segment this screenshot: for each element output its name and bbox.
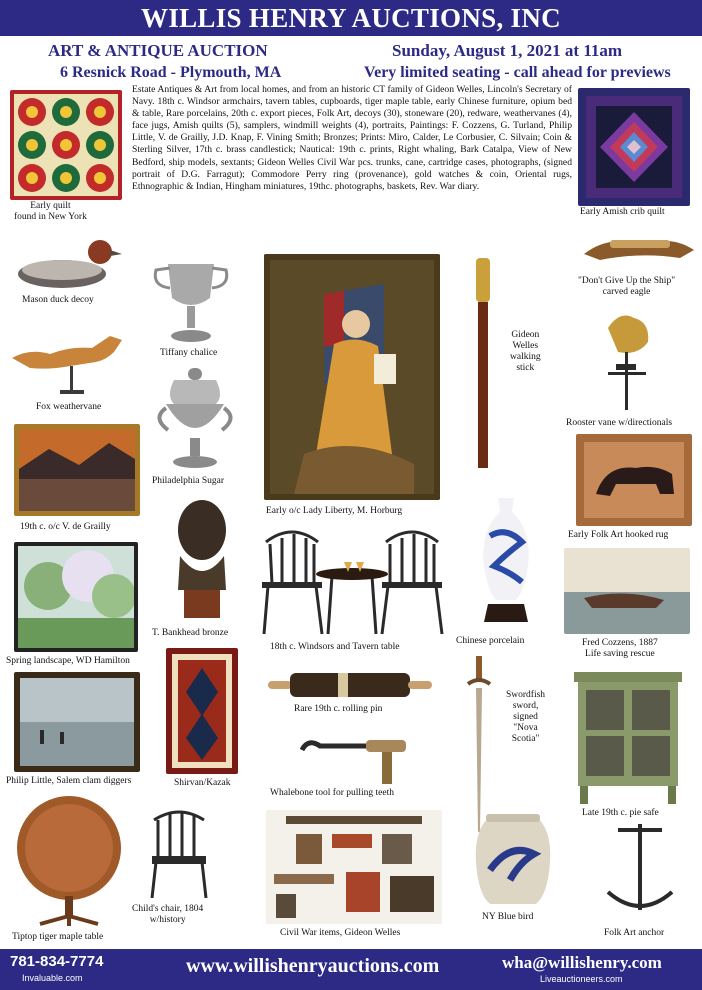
auction-description: Estate Antiques & Art from local homes, and from an historic CT family of Gideon Welles, Lincoln's Secretary of Navy. 18th c. Windsor armchairs, tavern tables, cupboards, tiger maple table, early Chinese furniture, opium bed & table, Rare porcelains, 20th c. export pieces, Folk Art, decoys (30), stoneware (20), redware, weathervanes (4), face jugs, Amish quilts (5), samplers, windmill weights (4), portraits, Paintings: F. Cozzens, G. Turland, Philip Little, V. de Grailly, J.D. Knap, F. Vining Smith; Bronzes; Prints: Miro, Calder, Le Corbusier, C. Silvain; Coin & Sterling Silver, 17th c. brass candlestick; Nautical: 19th c. prints, Right whaling, Bark Catalpa, View of New Bedford, ship models, sextants; Gideon Welles Civil War pcs. trunks, cane, cartridge cases, photographs, (signed portrait of D.G. Farragut); Commodore Perry ring (provenance), gold watches & coin, Oriental rugs, Ethnographic & Indian, Hingham miniatures, 19thc. photographs, baskets, Rev. War diary. (132, 84, 572, 192)
spring-landscape-caption: Spring landscape, WD Hamilton (6, 656, 130, 666)
eagle-photo (580, 228, 698, 268)
cozzens-caption: Fred Cozzens, 1887 Life saving rescue (582, 638, 658, 659)
pie-safe-photo (568, 672, 688, 804)
folk-art-anchor-caption: Folk Art anchor (604, 928, 665, 938)
chinese-porcelain-caption: Chinese porcelain (456, 636, 525, 646)
civil-war-items-caption: Civil War items, Gideon Welles (280, 928, 401, 938)
tiptop-table-photo (10, 796, 128, 926)
windsor-chairs-photo (252, 522, 452, 640)
swordfish-sword-caption: Swordfish sword, signed "Nova Scotia" (506, 690, 546, 744)
fox-weathervane-photo (10, 318, 134, 396)
tiptop-table-caption: Tiptop tiger maple table (12, 932, 104, 942)
eagle-caption: "Don't Give Up the Ship" carved eagle (578, 276, 676, 297)
sugar-bowl-caption: Philadelphia Sugar (152, 476, 225, 486)
footer-invaluable[interactable]: Invaluable.com (22, 973, 83, 983)
fox-weathervane-caption: Fox weathervane (36, 402, 102, 412)
chalice-photo (150, 258, 232, 346)
de-grailly-painting (14, 424, 140, 516)
philip-little-caption: Philip Little, Salem clam diggers (6, 776, 132, 786)
header-title: WILLIS HENRY AUCTIONS, INC (0, 0, 702, 36)
whalebone-tool-photo (300, 736, 416, 784)
civil-war-items-photo (266, 810, 442, 924)
footer-email[interactable]: wha@willishenry.com (502, 953, 662, 972)
swordfish-sword-photo (464, 656, 494, 832)
footer-liveauctioneers[interactable]: Liveauctioneers.com (540, 974, 623, 984)
chinese-porcelain-photo (476, 496, 536, 626)
amish-quilt-caption: Early Amish crib quilt (580, 207, 665, 217)
philip-little-painting (14, 672, 140, 772)
walking-stick-caption: Gideon Welles walking stick (510, 330, 541, 373)
blue-bird-crock-photo (470, 812, 556, 906)
cozzens-painting (564, 548, 690, 634)
event-date: Sunday, August 1, 2021 at 11am (392, 41, 623, 60)
duck-decoy-caption: Mason duck decoy (22, 295, 94, 305)
bankhead-bronze-photo (166, 496, 236, 620)
quilt-caption: Early quilt found in New York (14, 201, 87, 222)
lady-liberty-photo (264, 254, 440, 500)
chalice-caption: Tiffany chalice (160, 348, 218, 358)
footer-phone[interactable]: 781-834-7774 (10, 953, 104, 970)
sugar-bowl-photo (150, 368, 240, 472)
shirvan-rug-caption: Shirvan/Kazak (174, 778, 231, 788)
de-grailly-caption: 19th c. o/c V. de Grailly (20, 522, 111, 532)
rolling-pin-caption: Rare 19th c. rolling pin (294, 704, 383, 714)
hooked-rug-caption: Early Folk Art hooked rug (568, 530, 669, 540)
whalebone-tool-caption: Whalebone tool for pulling teeth (270, 788, 394, 798)
quilt-photo (10, 90, 122, 200)
duck-decoy-photo (12, 232, 124, 292)
childs-chair-caption: Child's chair, 1804 w/history (132, 904, 204, 925)
windsor-chairs-caption: 18th c. Windsors and Tavern table (270, 642, 400, 652)
shirvan-rug-photo (166, 648, 238, 774)
rooster-vane-caption: Rooster vane w/directionals (566, 418, 673, 428)
spring-landscape-painting (14, 542, 138, 652)
seating-note: Very limited seating - call ahead for previews (364, 64, 671, 81)
bankhead-bronze-caption: T. Bankhead bronze (152, 628, 229, 638)
footer-bar (0, 949, 702, 990)
footer-website[interactable]: www.willishenryauctions.com (186, 955, 440, 977)
folk-art-anchor-photo (604, 820, 676, 924)
event-name: ART & ANTIQUE AUCTION (48, 41, 268, 60)
rooster-vane-photo (594, 308, 660, 412)
event-address: 6 Resnick Road - Plymouth, MA (60, 64, 282, 81)
pie-safe-caption: Late 19th c. pie safe (582, 808, 659, 818)
blue-bird-crock-caption: NY Blue bird (482, 912, 534, 922)
lady-liberty-caption: Early o/c Lady Liberty, M. Horburg (266, 506, 403, 516)
childs-chair-photo (146, 808, 212, 898)
walking-stick-photo (468, 258, 496, 468)
rolling-pin-photo (268, 670, 432, 700)
amish-quilt-photo (578, 88, 690, 206)
hooked-rug-photo (576, 434, 692, 526)
